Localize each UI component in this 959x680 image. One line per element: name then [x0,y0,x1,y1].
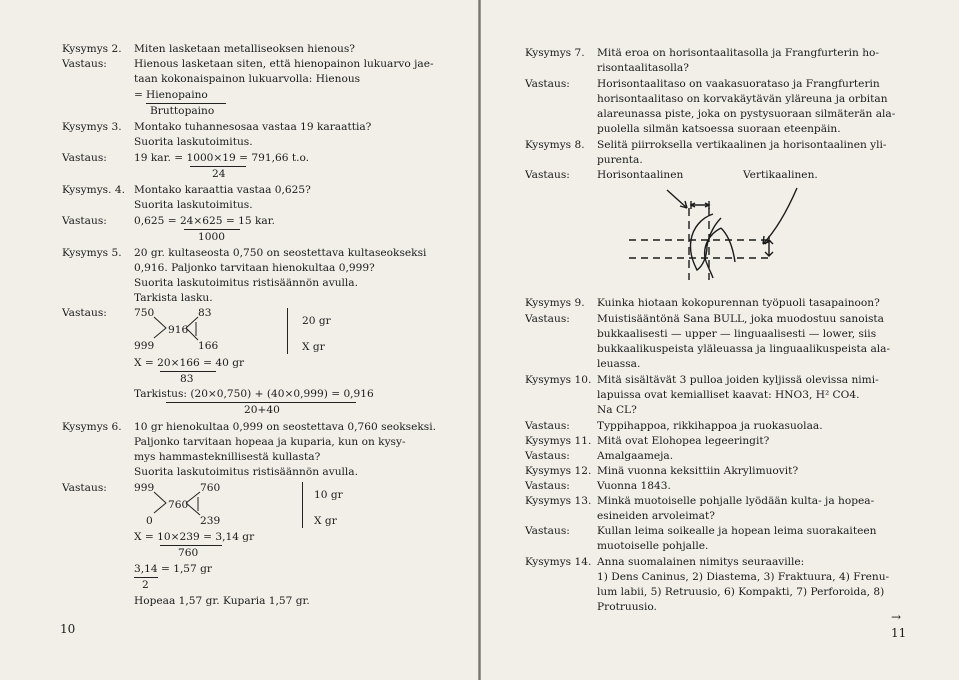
q6-x-denominator: 760 [178,547,199,559]
q5-cross-center: 916 [168,324,189,336]
q5-line: Tarkista lasku. [134,292,213,304]
q9-answer-line: leuassa. [597,358,641,370]
q11-label: Kysymys 11. [525,435,592,447]
q5-x-formula: X = 20×166 = 40 gr [134,357,245,369]
q5-answer-label: Vastaus: [62,307,107,319]
q6-cross-top-right: 760 [200,482,221,494]
q5-cross-top-right: 83 [198,307,212,319]
q5-label: Kysymys 5. [62,247,122,259]
q3-denominator: 24 [212,168,226,180]
q6-cross-center: 760 [168,499,189,511]
q6-result: Hopeaa 1,57 gr. Kuparia 1,57 gr. [134,595,310,607]
q7-answer-line: puolella silmän katsoessa suoraan eteenpäin. [597,123,841,135]
q5-x-denominator: 83 [180,373,194,385]
q2-numerator: Hienopaino [146,89,208,101]
q3-formula: 19 kar. = 1000×19 = 791,66 t.o. [134,152,310,164]
left-page [0,0,478,680]
q6-line: Suorita laskutoimitus ristisäännön avulla. [134,466,358,478]
q5-cross-top-left: 750 [134,307,155,319]
q11-answer-label: Vastaus: [525,450,570,462]
q5-line: 20 gr. kultaseosta 0,750 on seostettava kultaseokseksi [134,247,427,259]
q2-frac-prefix: = [134,89,143,101]
q5-cross-right-top: 20 gr [302,315,331,327]
q13-answer-label: Vastaus: [525,525,570,537]
q13-question-line: esineiden arvoleimat? [597,510,715,522]
q4-denominator: 1000 [198,231,225,243]
q5-line: 0,916. Paljonko tarvitaan hienokultaa 0,999? [134,262,375,274]
q5-check-denominator: 20+40 [244,404,280,416]
q4-question: Montako karaattia vastaa 0,625? [134,184,311,196]
q13-answer-line: Kullan leima soikealle ja hopean leima suorakaiteen [597,525,877,537]
q10-question-line: Mitä sisältävät 3 pulloa joiden kyljissä olevissa nimi- [597,374,879,386]
q3-answer-label: Vastaus: [62,152,107,164]
q8-question-line: Selitä piirroksella vertikaalinen ja horisontaalinen yli- [597,139,887,151]
q9-question: Kuinka hiotaan kokopurennan työpuoli tasapainoon? [597,297,880,309]
q2-label: Kysymys 2. [62,43,122,55]
q4-label: Kysymys. 4. [62,184,125,196]
right-page [481,0,959,680]
q13-question-line: Minkä muotoiselle pohjalle lyödään kulta- ja hopea- [597,495,875,507]
q4-instruction: Suorita laskutoimitus. [134,199,253,211]
q3-label: Kysymys 3. [62,121,122,133]
q8-vertical-label: Vertikaalinen. [743,169,818,181]
q5-cross-bottom-right: 166 [198,340,219,352]
page-number: 10 [60,622,76,636]
q7-label: Kysymys 7. [525,47,585,59]
q7-answer-line: horisontaalitaso on korvakäytävän yläreuna ja orbitan [597,93,888,105]
page-number: 11 [891,626,907,640]
q10-question-line: Na CL? [597,404,637,416]
q2-denominator: Bruttopaino [150,105,215,117]
q10-question-line: lapuissa ovat kemialliset kaavat: HNO3, H² CO4. [597,389,860,401]
q7-question-line: Mitä eroa on horisontaalitasolla ja Frangfurterin ho- [597,47,880,59]
q3-instruction: Suorita laskutoimitus. [134,136,253,148]
q13-label: Kysymys 13. [525,495,592,507]
q2-answer-line: Hienous lasketaan siten, että hienopainon lukuarvo jae- [134,58,434,70]
q2-question: Miten lasketaan metalliseoksen hienous? [134,43,355,55]
q11-question: Mitä ovat Elohopea legeeringit? [597,435,770,447]
q6-label: Kysymys 6. [62,421,122,433]
q7-question-line: risontaalitasolla? [597,62,689,74]
q7-answer-label: Vastaus: [525,78,570,90]
q6-line: mys hammasteknillisestä kullasta? [134,451,321,463]
q7-answer-line: alareunassa piste, joka on pystysuoraan silmäterän ala- [597,108,896,120]
q7-answer-line: Horisontaalitaso on vaakasuorataso ja Frangfurterin [597,78,880,90]
q3-question: Montako tuhannesosaa vastaa 19 karaattia? [134,121,372,133]
q5-line: Suorita laskutoimitus ristisäännön avulla. [134,277,358,289]
q8-question-line: purenta. [597,154,643,166]
q6-line: Paljonko tarvitaan hopeaa ja kuparia, kun on kysy- [134,436,406,448]
q14-question-line: Anna suomalainen nimitys seuraaville: [597,556,805,568]
q14-label: Kysymys 14. [525,556,592,568]
q9-label: Kysymys 9. [525,297,585,309]
q12-answer: Vuonna 1843. [597,480,671,492]
q10-answer-label: Vastaus: [525,420,570,432]
q8-answer-label: Vastaus: [525,169,570,181]
q14-question-line: 1) Dens Caninus, 2) Diastema, 3) Fraktuura, 4) Frenu- [597,571,890,583]
q6-cross-right-bottom: X gr [314,515,337,527]
q8-horizontal-label: Horisontaalinen [597,169,684,181]
q4-answer-label: Vastaus: [62,215,107,227]
q6-cross-bottom-left: 0 [146,515,153,527]
q5-cross-right-bottom: X gr [302,341,325,353]
q14-question-line: lum labii, 5) Retruusio, 6) Kompakti, 7) Perforoida, 8) [597,586,885,598]
q6-cross-top-left: 999 [134,482,155,494]
q6-cross-bottom-right: 239 [200,515,221,527]
q5-cross-bottom-left: 999 [134,340,155,352]
q9-answer-line: bukkaalikuspeista yläleuassa ja linguaalikuspeista ala- [597,343,891,355]
q8-label: Kysymys 8. [525,139,585,151]
q4-formula: 0,625 = 24×625 = 15 kar. [134,215,275,227]
q14-question-line: Protruusio. [597,601,657,613]
q10-label: Kysymys 10. [525,374,592,386]
q10-answer: Typpihappoa, rikkihappoa ja ruokasuolaa. [597,420,823,432]
next-page-arrow: → [891,610,902,624]
q12-answer-label: Vastaus: [525,480,570,492]
q2-answer-line: taan kokonaispainon lukuarvolla: Hienous [134,73,361,85]
q6-half: 3,14 = 1,57 gr [134,563,212,575]
q9-answer-line: Muistisääntönä Sana BULL, joka muodostuu sanoista [597,313,884,325]
q9-answer-label: Vastaus: [525,313,570,325]
q13-answer-line: muotoiselle pohjalle. [597,540,709,552]
q6-answer-label: Vastaus: [62,482,107,494]
q6-cross-right-top: 10 gr [314,489,343,501]
q9-answer-line: bukkaalisesti — upper — linguaalisesti — lower, siis [597,328,877,340]
q5-check: Tarkistus: (20×0,750) + (40×0,999) = 0,916 [134,388,374,400]
q12-label: Kysymys 12. [525,465,592,477]
q6-x-formula: X = 10×239 = 3,14 gr [134,531,255,543]
q6-cross-lines [0,0,478,680]
q2-answer-label: Vastaus: [62,58,107,70]
divider-line [302,482,303,528]
q6-half-denominator: 2 [142,579,149,591]
q6-line: 10 gr hienokultaa 0,999 on seostettava 0,760 seokseksi. [134,421,436,433]
q12-question: Minä vuonna keksittiin Akrylimuovit? [597,465,799,477]
q11-answer: Amalgaameja. [597,450,674,462]
